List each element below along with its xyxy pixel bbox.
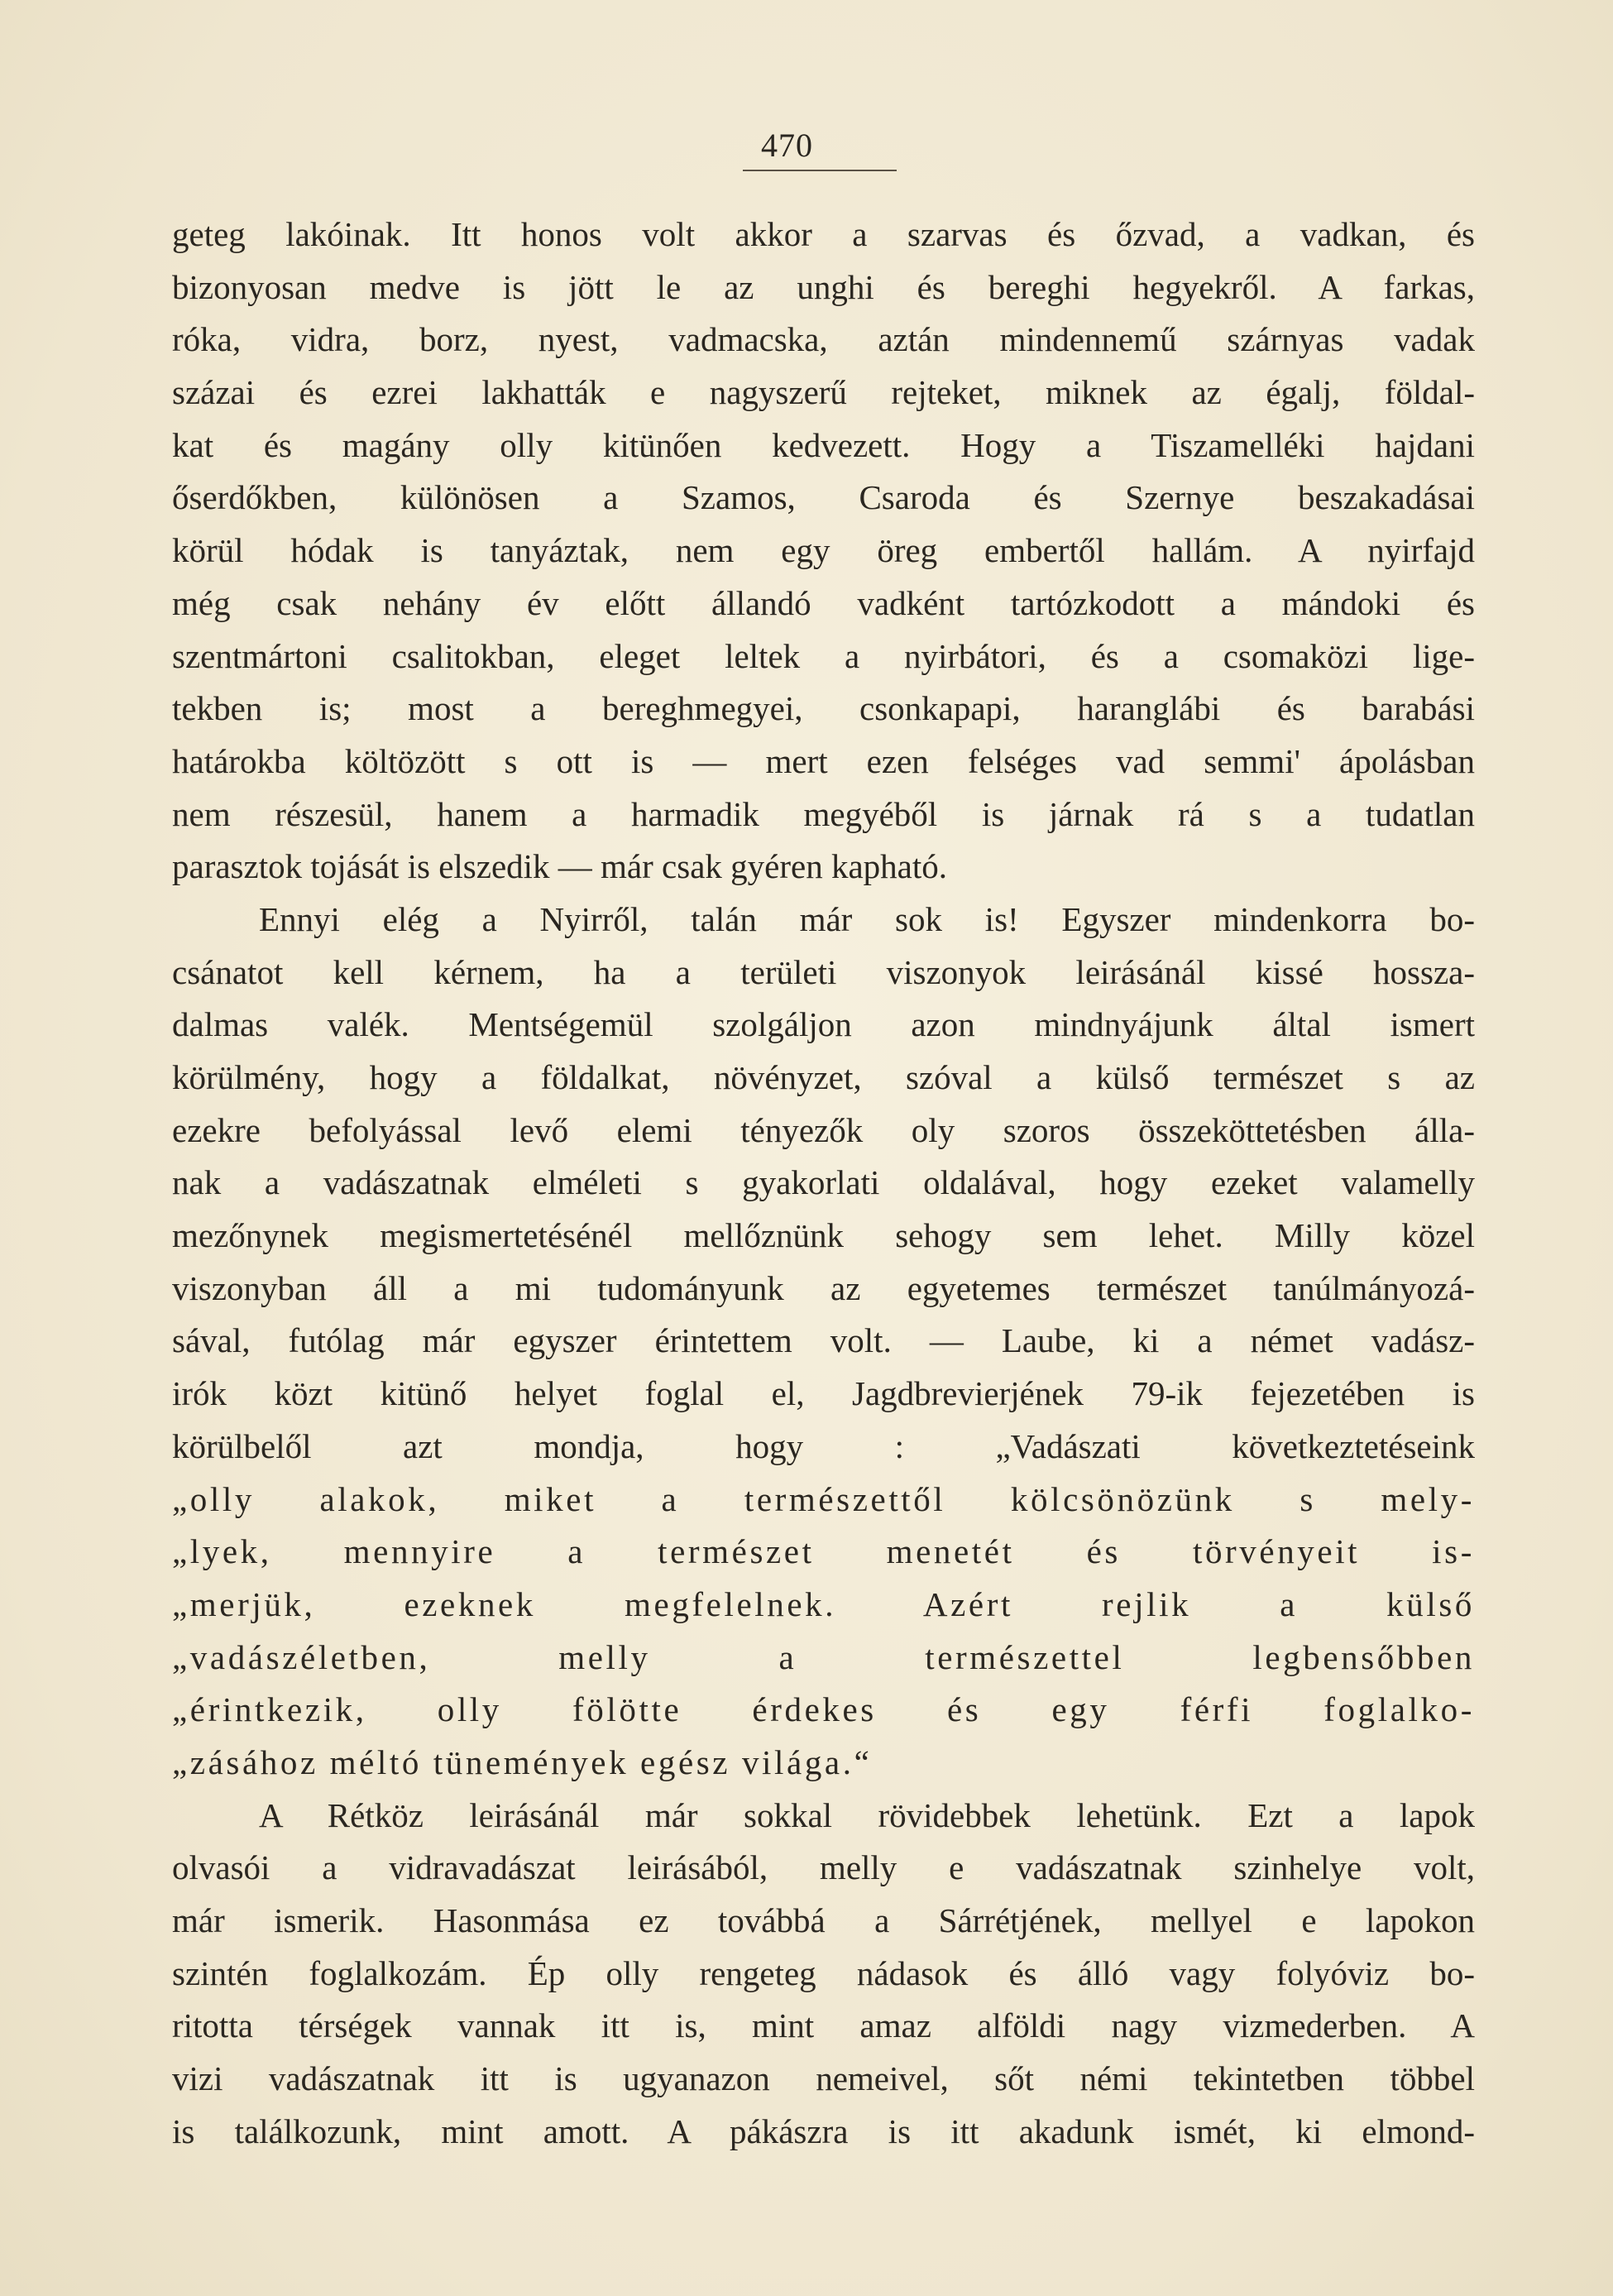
text-line: dalmas valék. Mentségemül szolgáljon azon mindnyájunk által ismert — [172, 1005, 1475, 1044]
text-line: őserdőkben, különösen a Szamos, Csaroda és Szernye beszakadásai — [172, 478, 1475, 517]
text-line: még csak nehány év előtt állandó vadként tartózkodott a mándoki és — [172, 583, 1475, 622]
text-line: is találkozunk, mint amott. A pákászra is itt akadunk ismét, ki elmond- — [172, 2111, 1475, 2150]
quote-line: „zásához méltó tünemények egész világa.“ — [172, 1742, 873, 1781]
quote-line: „vadászéletben, melly a természettel legbensőbben — [172, 1637, 1475, 1676]
quote-line: „érintkezik, olly fölötte érdekes és egy férfi foglalko- — [172, 1690, 1475, 1729]
text-line: mezőnynek megismertetésénél mellőznünk sehogy sem lehet. Milly közel — [172, 1216, 1475, 1255]
text-line: geteg lakóinak. Itt honos volt akkor a szarvas és őzvad, a vadkan, és — [172, 215, 1475, 253]
text-line: ritotta térségek vannak itt is, mint amaz alföldi nagy vizmederben. A — [172, 2006, 1475, 2045]
quote-line: „lyek, mennyire a természet menetét és törvényeit is- — [172, 1532, 1475, 1571]
page-number: 470 — [761, 127, 813, 164]
text-line: nem részesül, hanem a harmadik megyéből is járnak rá s a tudatlan — [172, 794, 1475, 833]
text-line: százai és ezrei lakhatták e nagyszerű rejteket, miknek az égalj, földal- — [172, 373, 1475, 412]
text-line: körülmény, hogy a földalkat, növényzet, szóval a külső természet s az — [172, 1058, 1475, 1096]
text-line: bizonyosan medve is jött le az unghi és bereghi hegyekről. A farkas, — [172, 267, 1475, 306]
text-line: körül hódak is tanyáztak, nem egy öreg embertől hallám. A nyirfajd — [172, 531, 1475, 570]
text-line: irók közt kitünő helyet foglal el, Jagdbrevierjének 79-ik fejezetében is — [172, 1374, 1475, 1413]
text-line: róka, vidra, borz, nyest, vadmacska, aztán mindennemű szárnyas vadak — [172, 320, 1475, 359]
quote-line: „merjük, ezeknek megfelelnek. Azért rejlik a külső — [172, 1584, 1475, 1623]
text-line: ezekre befolyással levő elemi tényezők oly szoros összeköttetésben álla- — [172, 1110, 1475, 1149]
text-line: A Rétköz leirásánál már sokkal rövidebbek lehetünk. Ezt a lapok — [259, 1795, 1475, 1834]
text-line: parasztok tojását is elszedik — már csak gyéren kapható. — [172, 847, 947, 886]
header-rule — [743, 170, 897, 171]
text-line: Ennyi elég a Nyirről, talán már sok is! Egyszer mindenkorra bo- — [259, 899, 1475, 938]
text-line: már ismerik. Hasonmása ez továbbá a Sárrétjének, mellyel e lapokon — [172, 1901, 1475, 1939]
text-line: tekben is; most a bereghmegyei, csonkapapi, haranglábi és barabási — [172, 689, 1475, 728]
text-line: szintén foglalkozám. Ép olly rengeteg nádasok és álló vagy folyóviz bo- — [172, 1953, 1475, 1992]
text-line: nak a vadászatnak elméleti s gyakorlati oldalával, hogy ezeket valamelly — [172, 1163, 1475, 1202]
body-text — [172, 209, 1475, 2158]
text-line: sával, futólag már egyszer érintettem volt. — Laube, ki a német vadász- — [172, 1321, 1475, 1360]
text-line: kat és magány olly kitünően kedvezett. Hogy a Tiszamelléki hajdani — [172, 425, 1475, 464]
text-line: csánatot kell kérnem, ha a területi viszonyok leirásánál kissé hossza- — [172, 952, 1475, 991]
text-line: viszonyban áll a mi tudományunk az egyetemes természet tanúlmányozá- — [172, 1268, 1475, 1307]
text-line: olvasói a vidravadászat leirásából, melly e vadászatnak szinhelye volt, — [172, 1848, 1475, 1887]
text-line: szentmártoni csalitokban, eleget leltek a nyirbátori, és a csomaközi lige- — [172, 636, 1475, 675]
text-line: körülbelől azt mondja, hogy : „Vadászati következtetéseink — [172, 1426, 1475, 1465]
text-line: vizi vadászatnak itt is ugyanazon nemeivel, sőt némi tekintetben többel — [172, 2059, 1475, 2098]
text-line: határokba költözött s ott is — mert ezen felséges vad semmi' ápolásban — [172, 741, 1475, 780]
quote-line: „olly alakok, miket a természettől kölcsönözünk s mely- — [172, 1479, 1475, 1518]
